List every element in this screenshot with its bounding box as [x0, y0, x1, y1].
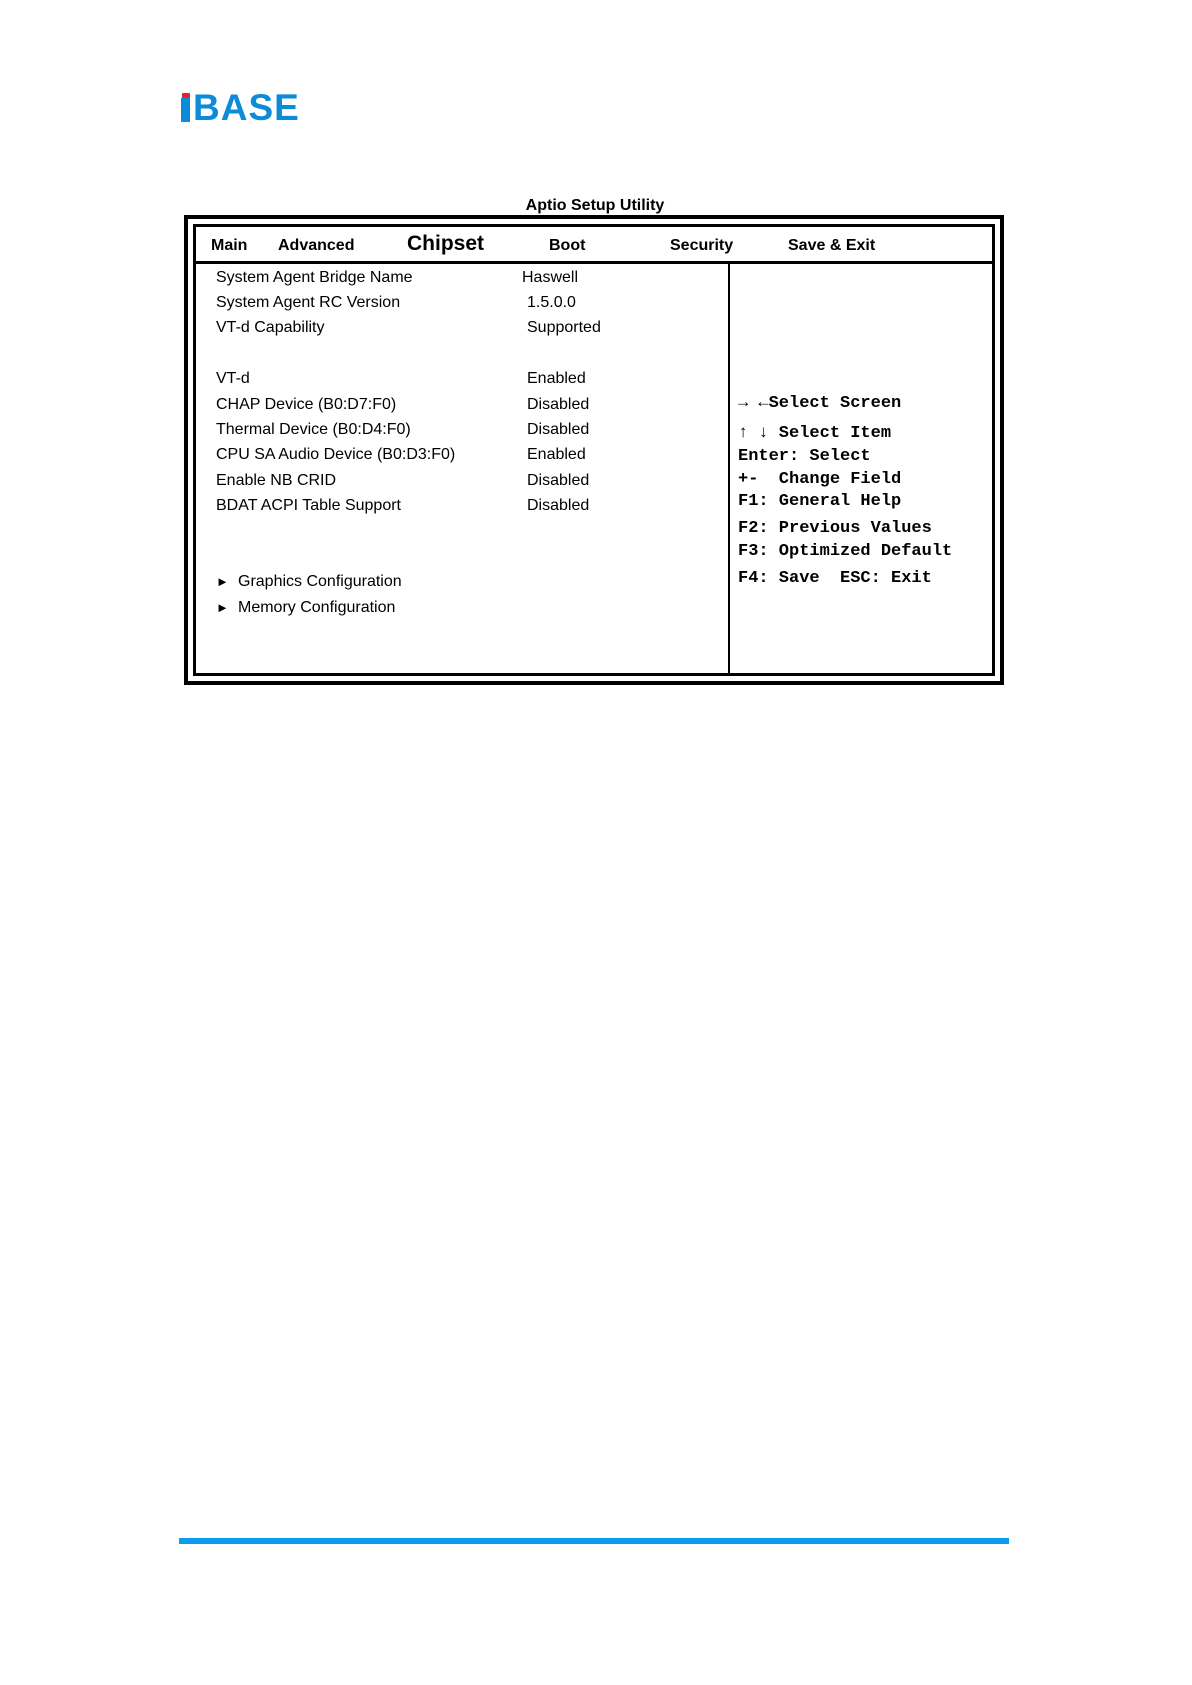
submenu-graphics-configuration[interactable]: ► Graphics Configuration: [216, 573, 402, 590]
tab-chipset[interactable]: Chipset: [407, 232, 485, 255]
footer-divider: [179, 1538, 1009, 1544]
help-select-screen: → ←Select Screen: [738, 394, 902, 413]
tab-advanced[interactable]: Advanced: [278, 237, 355, 254]
bios-title: Aptio Setup Utility: [525, 197, 665, 214]
logo-text: BASE: [193, 87, 300, 128]
pane-divider: [728, 264, 730, 673]
help-change-field: +- Change Field: [738, 470, 902, 489]
settings-pane: System Agent Bridge Name Haswell System Agent RC Version 1.5.0.0 VT-d Capability Supported VT-d Enabled CHAP Device (B0:D7:F0) Disabled Thermal Device (B0:D4:F0) Disabled CPU SA Audio Device (B0:D3:F0) Enabled Enable NB CRID Disabled BDAT ACPI Table Support Disabled ► Graphics Configuration ► Memory Configuration: [216, 269, 601, 616]
logo-i-glyph: [181, 88, 193, 128]
submenu-arrow-icon: ►: [216, 600, 229, 615]
help-save-exit: F4: Save ESC: Exit: [738, 569, 932, 588]
tab-main[interactable]: Main: [211, 237, 248, 254]
help-select-item: ↑ ↓ Select Item: [738, 424, 892, 443]
tab-save-exit[interactable]: Save & Exit: [788, 237, 876, 254]
help-enter-select: Enter: Select: [738, 447, 871, 466]
submenu-memory-configuration[interactable]: ► Memory Configuration: [216, 599, 396, 616]
submenu-arrow-icon: ►: [216, 574, 229, 589]
ibase-logo: [181, 88, 300, 128]
help-optimized-default: F3: Optimized Default: [738, 542, 953, 561]
help-previous-values: F2: Previous Values: [738, 519, 932, 538]
tab-security[interactable]: Security: [670, 237, 734, 254]
tab-boot[interactable]: Boot: [549, 237, 586, 254]
bios-window: [184, 215, 1004, 685]
help-general-help: F1: General Help: [738, 492, 902, 511]
bios-menubar: [196, 227, 992, 264]
